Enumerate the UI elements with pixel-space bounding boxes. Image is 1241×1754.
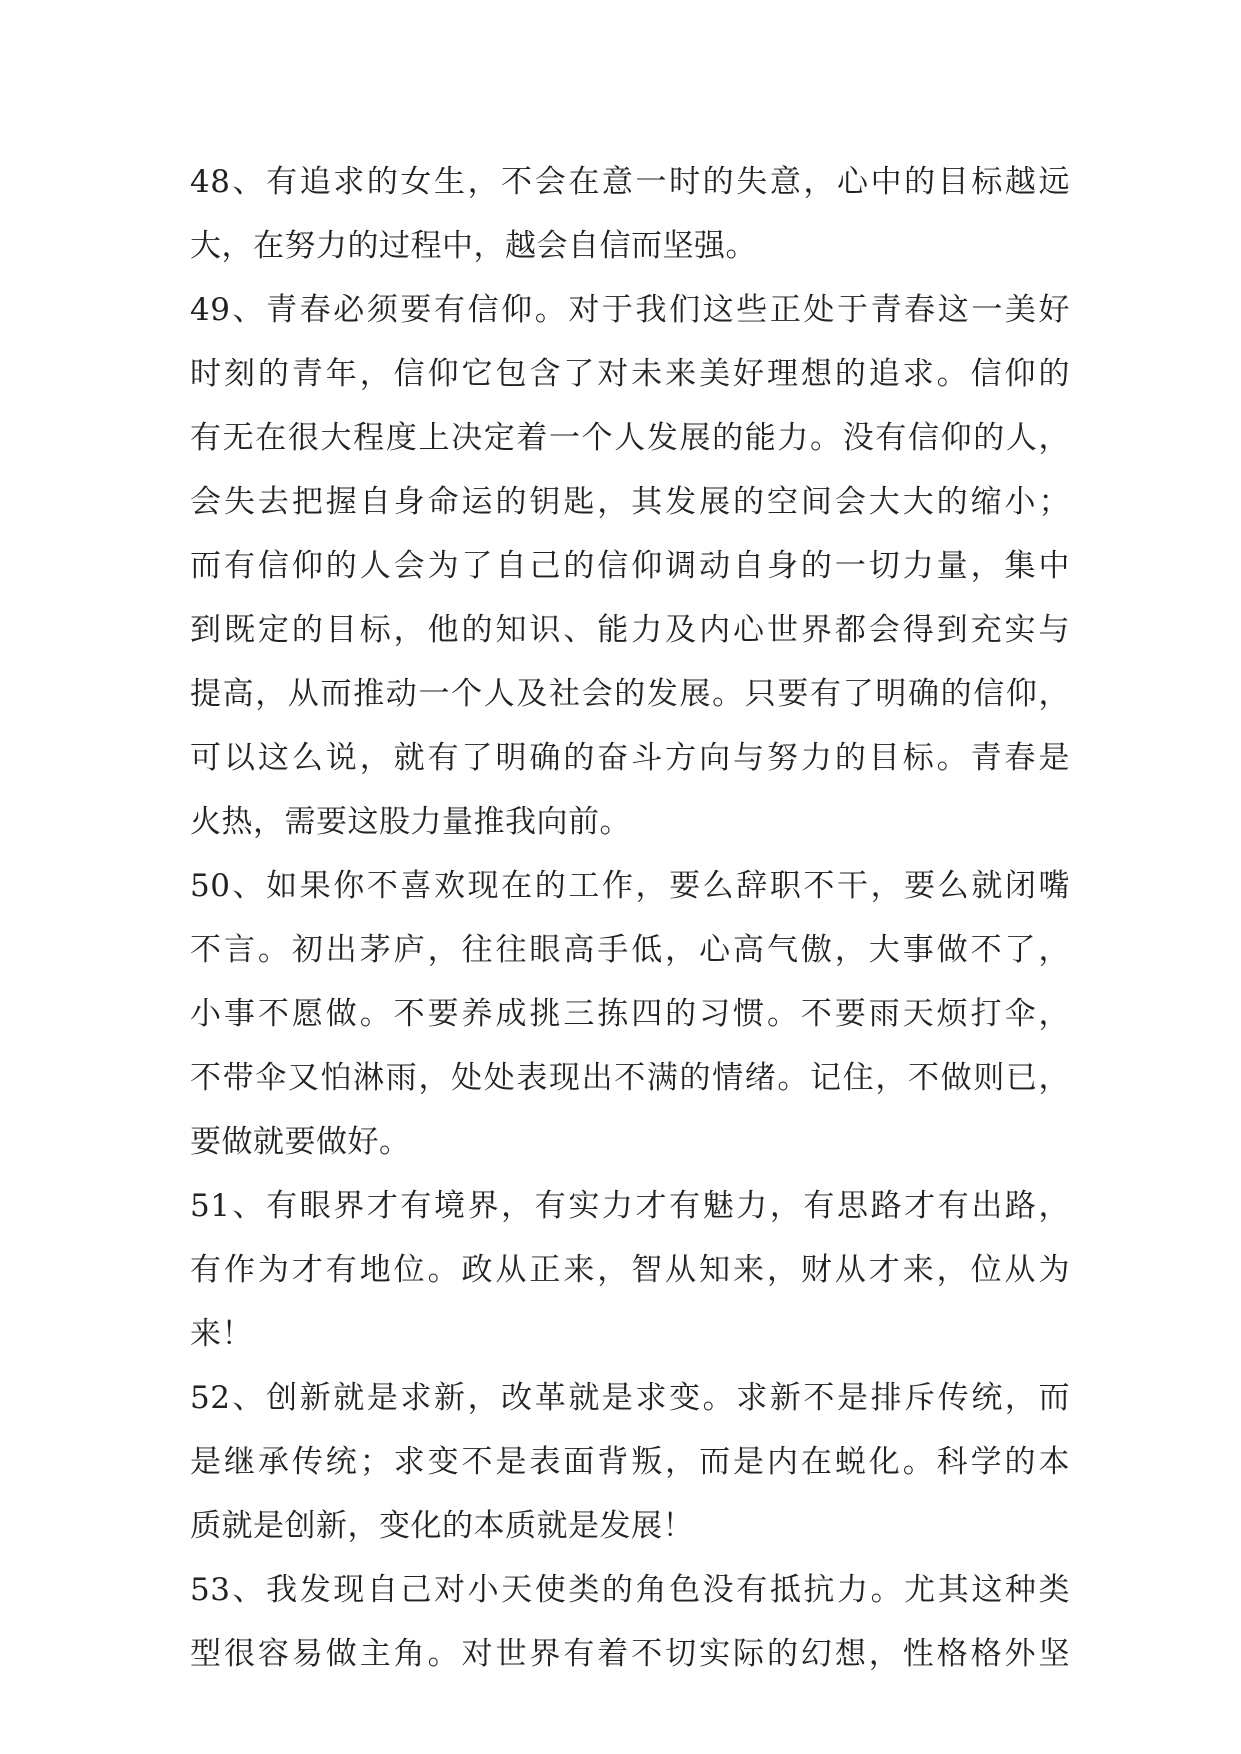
text-line: 不言。初出茅庐，往往眼高手低，心高气傲，大事做不了，	[190, 932, 1070, 968]
text-line: 提高，从而推动一个人及社会的发展。只要有了明确的信仰，	[190, 676, 1070, 712]
document-body	[190, 150, 1070, 1686]
text-line: 有无在很大程度上决定着一个人发展的能力。没有信仰的人，	[190, 420, 1070, 456]
text-line: 时刻的青年，信仰它包含了对未来美好理想的追求。信仰的	[190, 356, 1070, 392]
text-line: 48、有追求的女生，不会在意一时的失意，心中的目标越远	[190, 164, 1070, 200]
text-line: 火热，需要这股力量推我向前。	[190, 804, 631, 840]
text-line: 质就是创新，变化的本质就是发展！	[190, 1508, 694, 1544]
text-line: 53、我发现自己对小天使类的角色没有抵抗力。尤其这种类	[190, 1572, 1070, 1608]
text-line: 大，在努力的过程中，越会自信而坚强。	[190, 228, 757, 264]
text-line: 是继承传统；求变不是表面背叛，而是内在蜕化。科学的本	[190, 1444, 1070, 1480]
text-line: 50、如果你不喜欢现在的工作，要么辞职不干，要么就闭嘴	[190, 868, 1070, 904]
text-line: 而有信仰的人会为了自己的信仰调动自身的一切力量，集中	[190, 548, 1070, 584]
text-line: 小事不愿做。不要养成挑三拣四的习惯。不要雨天烦打伞，	[190, 996, 1070, 1032]
text-line: 52、创新就是求新，改革就是求变。求新不是排斥传统，而	[190, 1380, 1070, 1416]
text-line: 会失去把握自身命运的钥匙，其发展的空间会大大的缩小；	[190, 484, 1070, 520]
text-line: 可以这么说，就有了明确的奋斗方向与努力的目标。青春是	[190, 740, 1070, 776]
text-line: 要做就要做好。	[190, 1124, 411, 1160]
text-line: 型很容易做主角。对世界有着不切实际的幻想，性格格外坚	[190, 1636, 1070, 1672]
text-line: 到既定的目标，他的知识、能力及内心世界都会得到充实与	[190, 612, 1070, 648]
text-line: 来！	[190, 1316, 253, 1352]
text-line: 不带伞又怕淋雨，处处表现出不满的情绪。记住，不做则已，	[190, 1060, 1070, 1096]
text-line: 有作为才有地位。政从正来，智从知来，财从才来，位从为	[190, 1252, 1070, 1288]
text-line: 51、有眼界才有境界，有实力才有魅力，有思路才有出路，	[190, 1188, 1070, 1224]
text-line: 49、青春必须要有信仰。对于我们这些正处于青春这一美好	[190, 292, 1070, 328]
